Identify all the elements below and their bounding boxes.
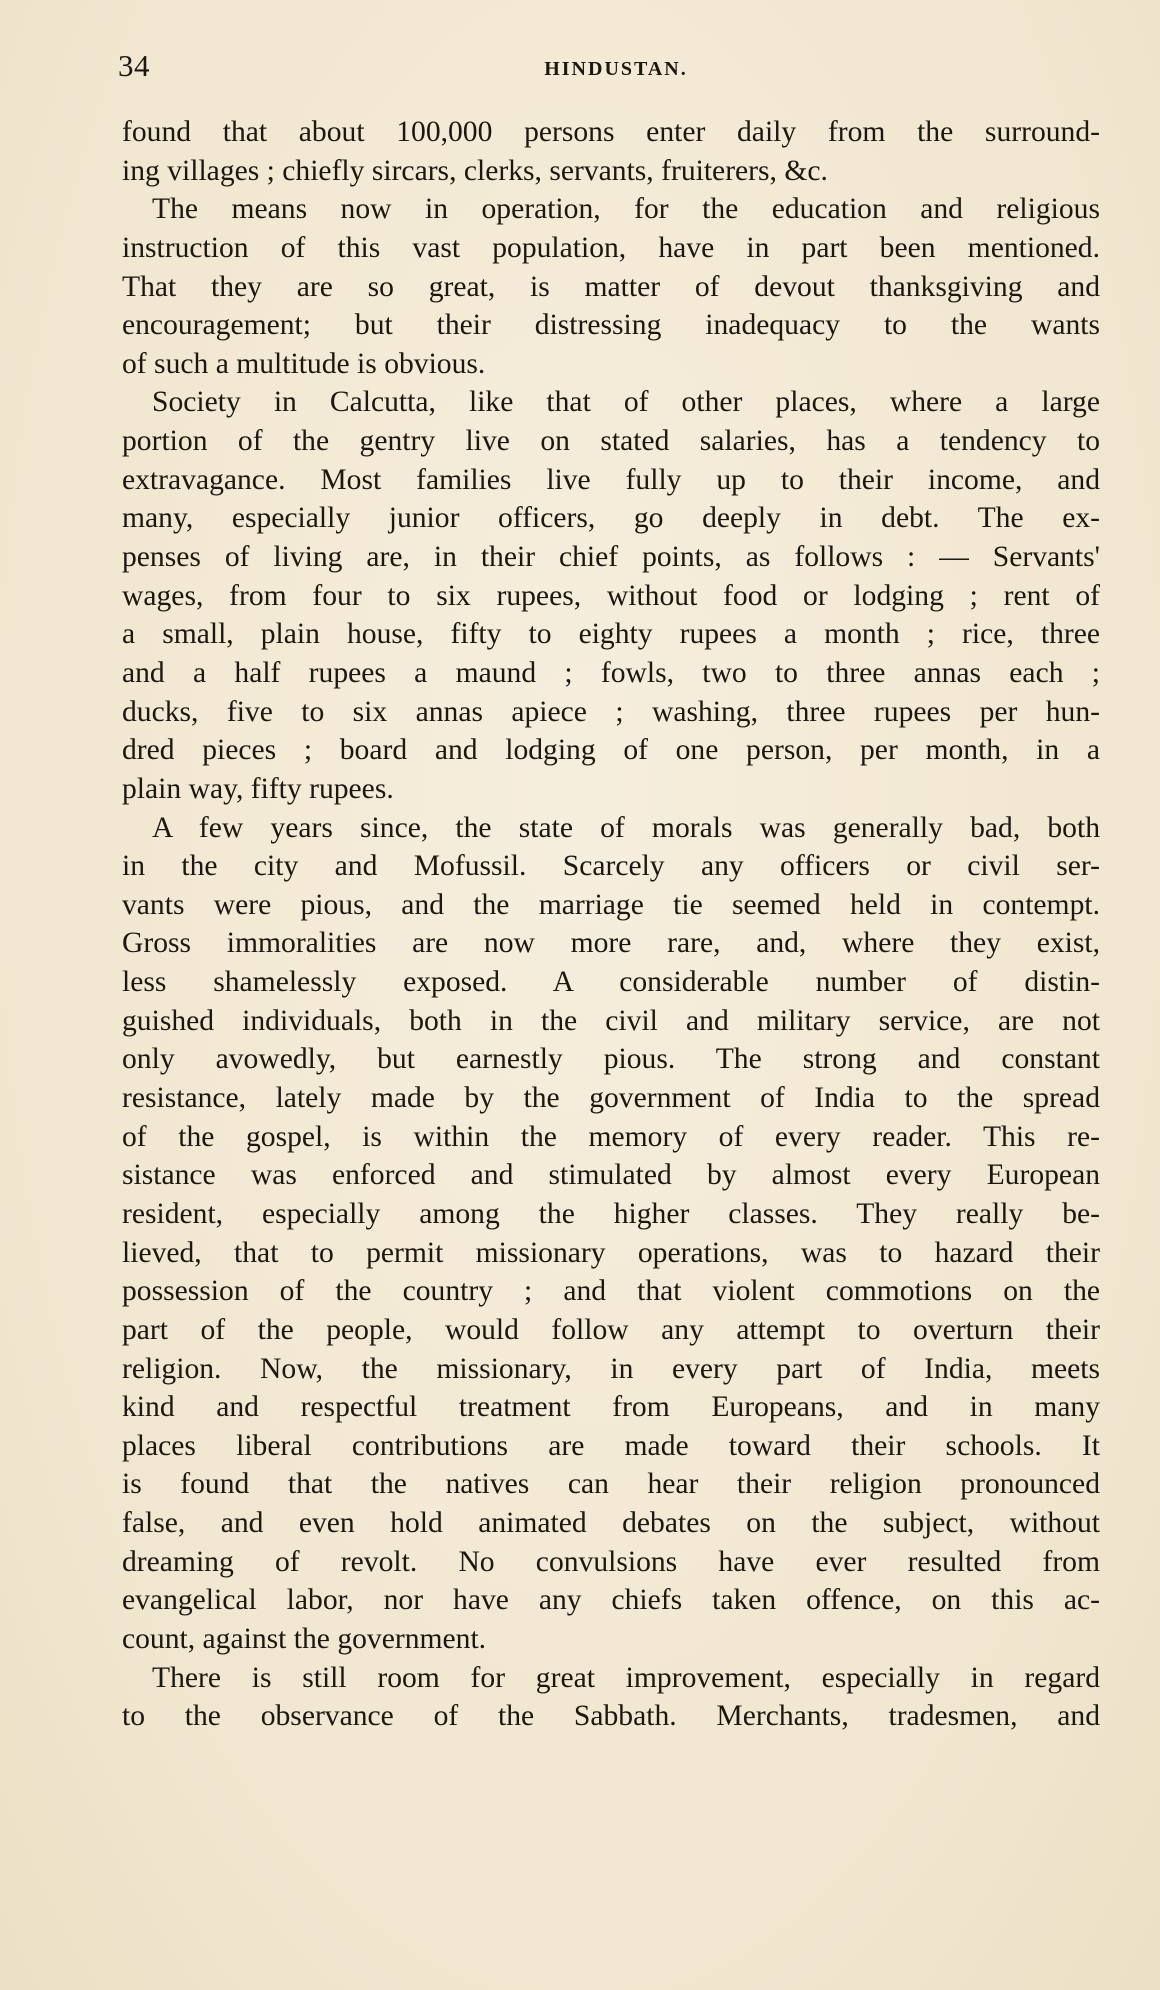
text-line: extravagance. Most families live fully up to their income, and	[122, 463, 1100, 496]
text-line: of the gospel, is within the memory of every reader. This re-	[122, 1120, 1100, 1153]
text-line: many, especially junior officers, go deeply in debt. The ex-	[122, 502, 1100, 535]
text-line: and a half rupees a maund ; fowls, two to three annas each ;	[122, 656, 1100, 689]
text-line: resistance, lately made by the government of India to the spread	[122, 1082, 1100, 1115]
text-line: There is still room for great improvement, especially in regard	[152, 1661, 1100, 1694]
text-line: false, and even hold animated debates on the subject, without	[122, 1507, 1100, 1540]
text-line: evangelical labor, nor have any chiefs taken offence, on this ac-	[122, 1584, 1100, 1617]
text-line: only avowedly, but earnestly pious. The strong and constant	[122, 1043, 1100, 1076]
text-line: vants were pious, and the marriage tie seemed held in contempt.	[122, 888, 1100, 921]
text-line: less shamelessly exposed. A considerable number of distin-	[122, 966, 1100, 999]
text-line: sistance was enforced and stimulated by almost every European	[122, 1159, 1100, 1192]
text-line: plain way, fifty rupees.	[122, 772, 394, 805]
page-number: 34	[118, 48, 150, 83]
text-line: lieved, that to permit missionary operations, was to hazard their	[122, 1236, 1100, 1269]
text-line: in the city and Mofussil. Scarcely any officers or civil ser-	[122, 850, 1100, 883]
page-header	[118, 48, 1098, 96]
text-line: That they are so great, is matter of devout thanksgiving and	[122, 270, 1100, 303]
text-line: ducks, five to six annas apiece ; washing, three rupees per hun-	[122, 695, 1100, 728]
text-line: instruction of this vast population, have in part been mentioned.	[122, 231, 1100, 264]
text-line: a small, plain house, fifty to eighty rupees a month ; rice, three	[122, 618, 1100, 651]
text-line: dred pieces ; board and lodging of one person, per month, in a	[122, 734, 1100, 767]
text-line: resident, especially among the higher classes. They really be-	[122, 1197, 1100, 1230]
text-line: Society in Calcutta, like that of other places, where a large	[152, 386, 1100, 419]
text-line: penses of living are, in their chief points, as follows : — Servants'	[122, 541, 1100, 574]
text-line: The means now in operation, for the education and religious	[152, 193, 1100, 226]
text-line: places liberal contributions are made toward their schools. It	[122, 1429, 1100, 1462]
text-line: portion of the gentry live on stated salaries, has a tendency to	[122, 425, 1100, 458]
text-line: to the observance of the Sabbath. Merchants, tradesmen, and	[122, 1700, 1100, 1733]
text-line: found that about 100,000 persons enter daily from the surround-	[122, 116, 1100, 148]
text-line: of such a multitude is obvious.	[122, 347, 486, 380]
text-line: guished individuals, both in the civil and military service, are not	[122, 1004, 1100, 1037]
text-line: Gross immoralities are now more rare, and, where they exist,	[122, 927, 1100, 960]
text-line: ing villages ; chiefly sircars, clerks, servants, fruiterers, &c.	[122, 154, 828, 187]
text-line: wages, from four to six rupees, without food or lodging ; rent of	[122, 579, 1100, 612]
body-text	[122, 113, 1100, 1736]
text-line: A few years since, the state of morals was generally bad, both	[152, 811, 1100, 844]
text-line: is found that the natives can hear their religion pronounced	[122, 1468, 1100, 1501]
text-line: count, against the government.	[122, 1622, 487, 1655]
text-line: part of the people, would follow any attempt to overturn their	[122, 1313, 1100, 1346]
text-line: kind and respectful treatment from Europeans, and in many	[122, 1391, 1100, 1424]
text-line: religion. Now, the missionary, in every part of India, meets	[122, 1352, 1100, 1385]
text-line: dreaming of revolt. No convulsions have ever resulted from	[122, 1545, 1100, 1578]
text-line: encouragement; but their distressing inadequacy to the wants	[122, 309, 1100, 342]
running-head: HINDUSTAN.	[544, 58, 688, 80]
text-line: possession of the country ; and that violent commotions on the	[122, 1275, 1100, 1308]
